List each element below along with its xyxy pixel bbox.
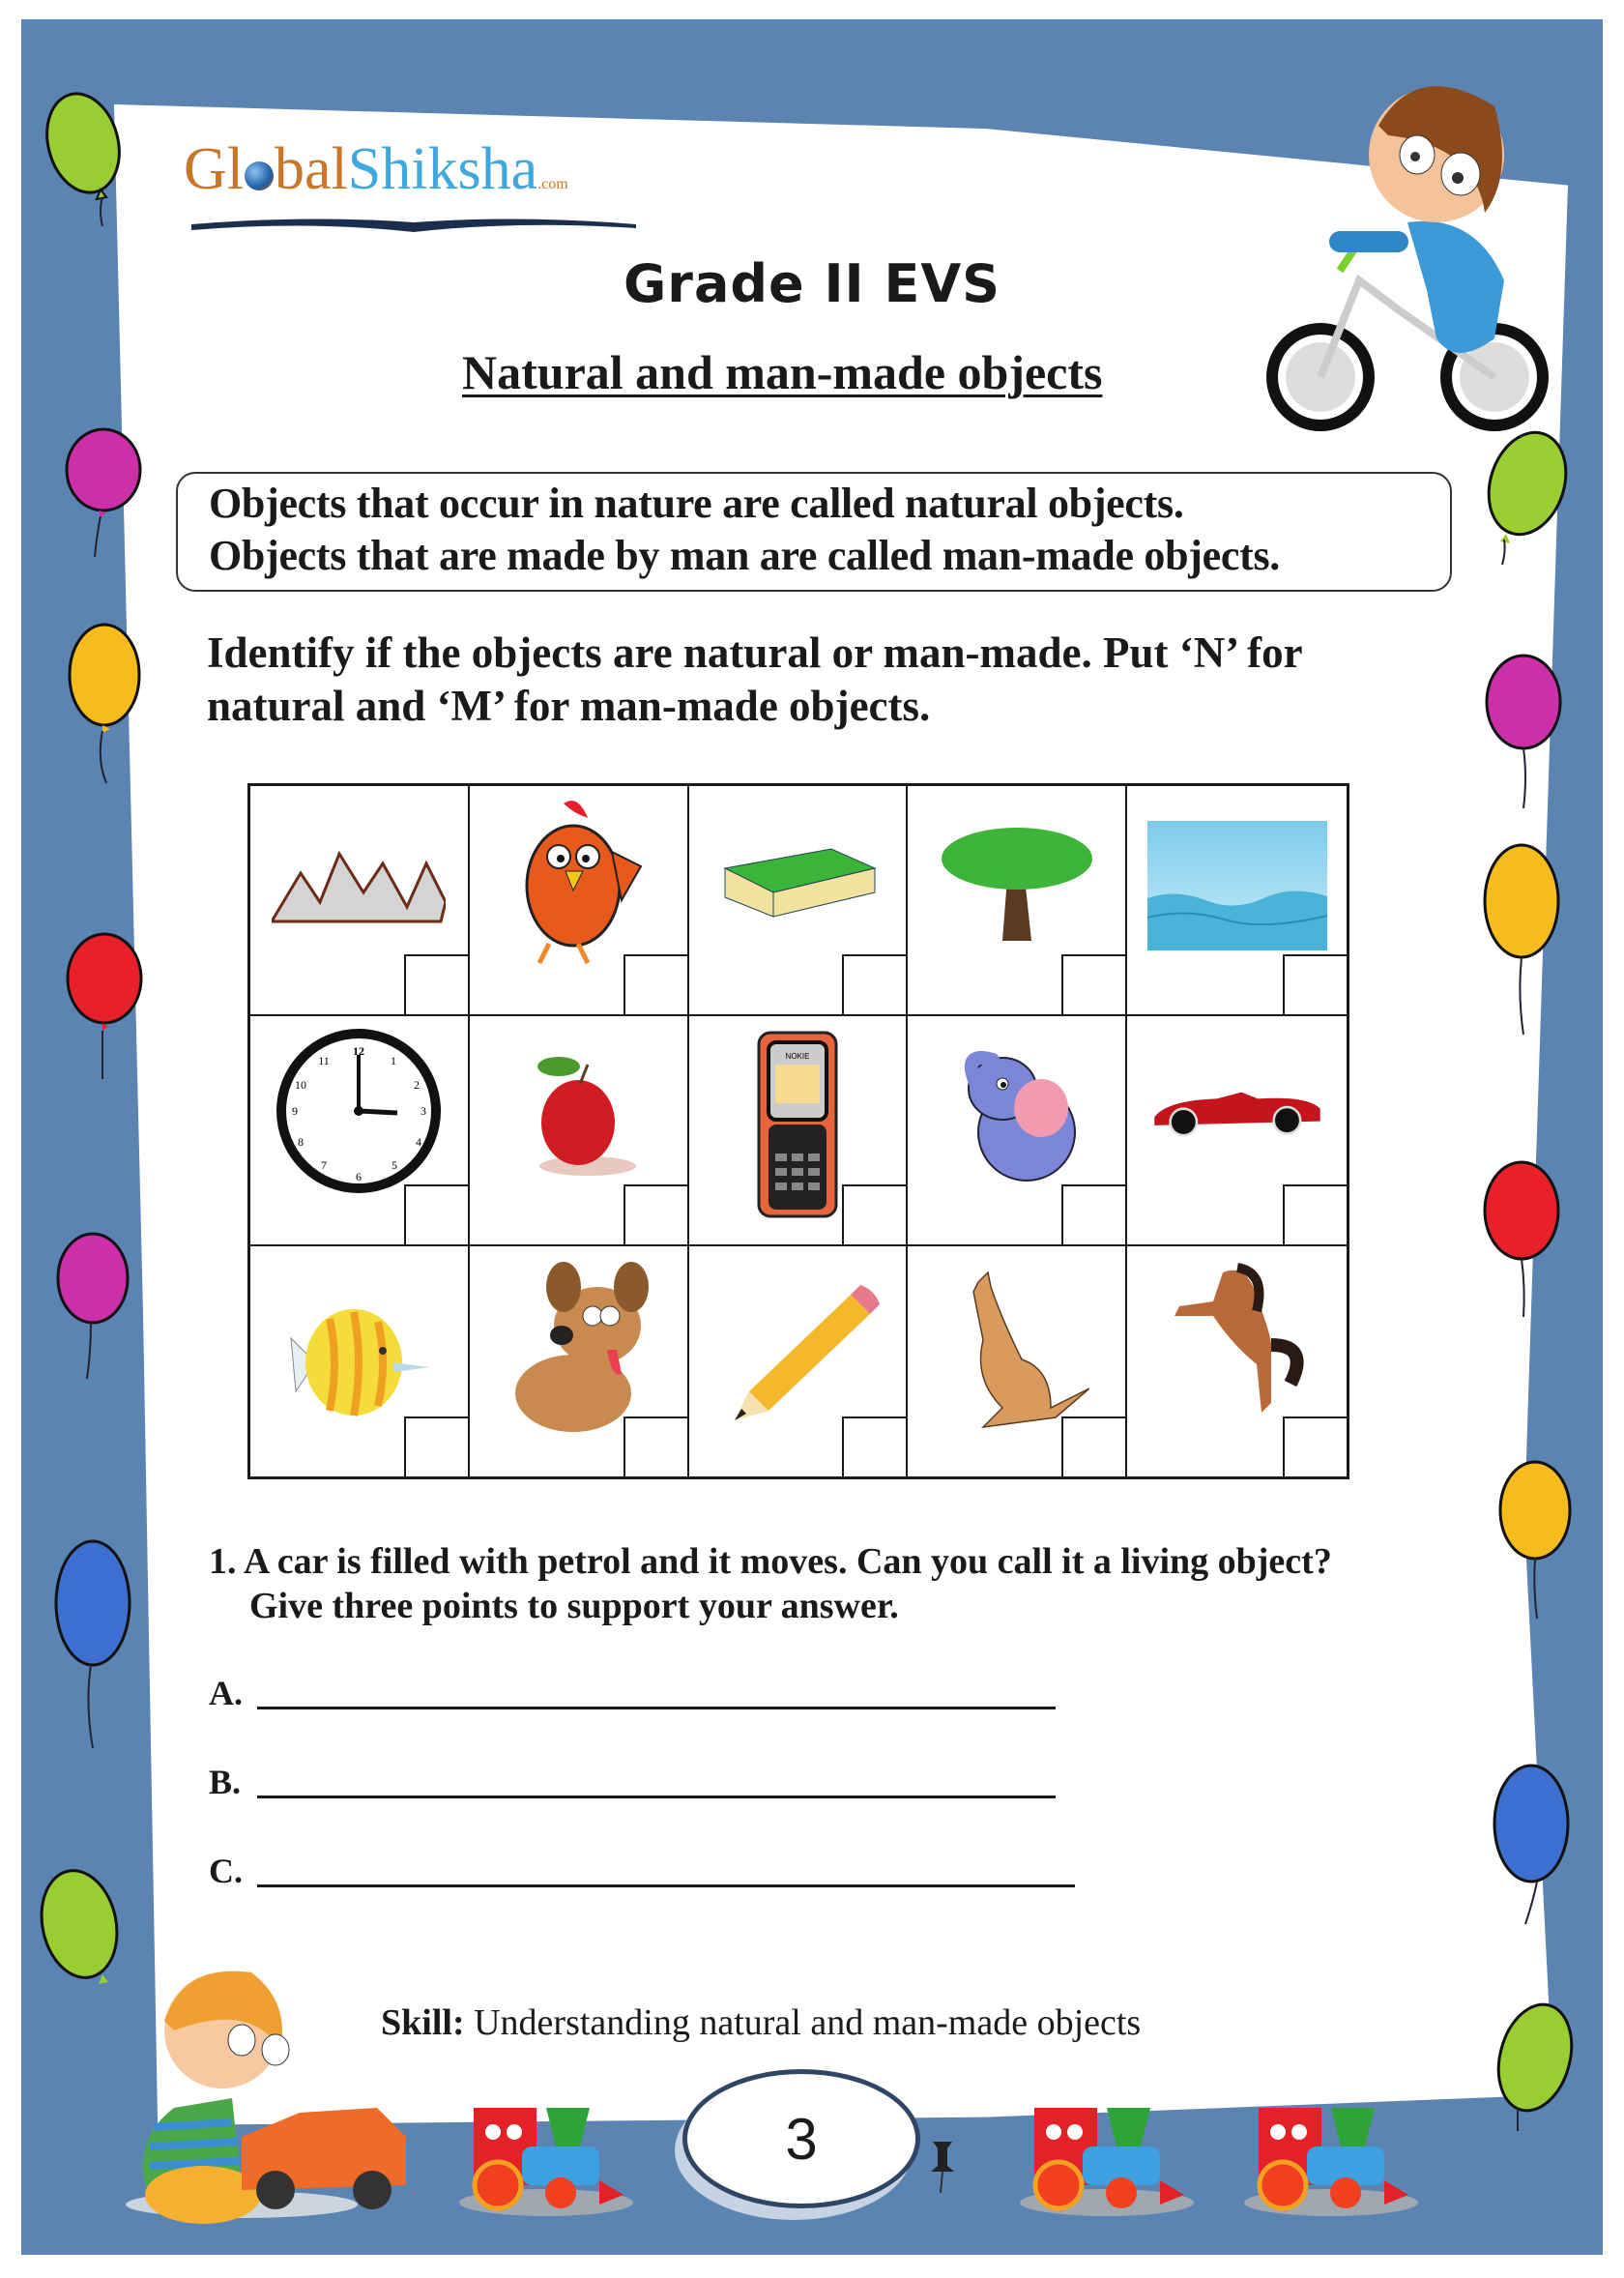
logo-text-bal: bal bbox=[275, 136, 348, 202]
boy-with-toy-car-illustration bbox=[106, 1943, 445, 2234]
answer-input-b[interactable] bbox=[257, 1796, 1056, 1798]
mobile-phone-icon bbox=[754, 1028, 841, 1221]
grid-cell-dog bbox=[470, 1246, 689, 1476]
question-line-1: A car is filled with petrol and it moves. Can you call it a living object? bbox=[243, 1541, 1332, 1582]
answer-box-fish[interactable] bbox=[404, 1416, 468, 1476]
skill-statement bbox=[381, 2001, 1141, 2044]
logo-text-gl: Gl bbox=[184, 136, 244, 202]
grid-cell-sea bbox=[1127, 786, 1347, 1016]
page-subtitle: Natural and man-made objects bbox=[462, 345, 1103, 399]
clock-number-12: 12 bbox=[353, 1044, 365, 1058]
clock-number-11: 11 bbox=[318, 1054, 331, 1067]
answer-line-c[interactable] bbox=[209, 1851, 1075, 1891]
sea-icon bbox=[1147, 821, 1327, 950]
logo-text-shiksha: Shiksha bbox=[347, 136, 538, 202]
clock-number-8: 8 bbox=[298, 1135, 304, 1149]
skill-text: Understanding natural and man-made objects bbox=[464, 2002, 1142, 2043]
green-balloon-icon bbox=[43, 85, 130, 230]
answer-box-horse[interactable] bbox=[1283, 1416, 1347, 1476]
open-book-icon bbox=[191, 211, 636, 232]
toy-train-icon bbox=[1015, 2088, 1199, 2224]
clock-number-4: 4 bbox=[416, 1135, 422, 1149]
answer-box-book[interactable] bbox=[842, 954, 906, 1014]
answer-box-dog[interactable] bbox=[624, 1416, 687, 1476]
magenta-balloon-icon bbox=[50, 1230, 137, 1394]
answer-box-elephant[interactable] bbox=[1061, 1184, 1125, 1244]
horse-icon bbox=[1165, 1258, 1310, 1432]
answer-box-sea[interactable] bbox=[1283, 954, 1347, 1014]
grid-cell-kangaroo bbox=[908, 1246, 1127, 1476]
toy-train-icon bbox=[1239, 2088, 1423, 2224]
clock-number-10: 10 bbox=[295, 1078, 307, 1092]
sports-car-icon bbox=[1150, 1079, 1324, 1147]
yellow-balloon-icon bbox=[1479, 841, 1566, 1054]
grid-cell-car bbox=[1127, 1016, 1347, 1246]
definition-box bbox=[176, 472, 1452, 592]
answer-box-hen[interactable] bbox=[624, 954, 687, 1014]
answer-box-car[interactable] bbox=[1283, 1184, 1347, 1244]
elephant-icon bbox=[949, 1040, 1085, 1185]
yellow-balloon-icon bbox=[62, 619, 149, 812]
answer-box-pencil[interactable] bbox=[842, 1416, 906, 1476]
push-pin-icon bbox=[928, 2137, 957, 2195]
answer-label-a: A. bbox=[209, 1674, 243, 1712]
mountains-icon bbox=[272, 834, 446, 931]
answer-input-c[interactable] bbox=[257, 1884, 1075, 1887]
clock-number-9: 9 bbox=[292, 1104, 299, 1118]
magenta-balloon-icon bbox=[60, 422, 147, 586]
answer-line-a[interactable] bbox=[209, 1673, 1056, 1713]
dog-icon bbox=[496, 1258, 660, 1442]
grid-cell-clock bbox=[250, 1016, 470, 1246]
pencil-icon bbox=[715, 1275, 880, 1430]
grid-cell-mobile-phone bbox=[689, 1016, 909, 1246]
fish-icon bbox=[286, 1295, 431, 1430]
clock-number-7: 7 bbox=[321, 1158, 328, 1172]
boy-on-bicycle-illustration bbox=[1253, 48, 1562, 435]
clock-number-1: 1 bbox=[391, 1054, 397, 1067]
grid-cell-hen bbox=[470, 786, 689, 1016]
answer-box-mobile-phone[interactable] bbox=[842, 1184, 906, 1244]
page-number-bubble bbox=[682, 2069, 920, 2208]
question-1 bbox=[209, 1539, 1465, 1628]
grid-cell-elephant bbox=[908, 1016, 1127, 1246]
grid-cell-horse bbox=[1127, 1246, 1347, 1476]
clock-number-3: 3 bbox=[420, 1104, 427, 1118]
grid-cell-mountains bbox=[250, 786, 470, 1016]
objects-grid bbox=[247, 783, 1349, 1479]
grid-cell-fish bbox=[250, 1246, 470, 1476]
definition-natural: Objects that occur in nature are called natural objects. bbox=[209, 480, 1184, 527]
clock-icon bbox=[274, 1026, 444, 1196]
yellow-balloon-icon bbox=[1493, 1456, 1580, 1630]
toy-train-icon bbox=[454, 2088, 638, 2224]
answer-box-apple[interactable] bbox=[624, 1184, 687, 1244]
answer-label-c: C. bbox=[209, 1852, 243, 1890]
kangaroo-icon bbox=[944, 1263, 1089, 1437]
clock-number-6: 6 bbox=[356, 1170, 362, 1183]
answer-box-tree[interactable] bbox=[1061, 954, 1125, 1014]
globe-icon bbox=[245, 161, 274, 190]
grid-cell-tree bbox=[908, 786, 1127, 1016]
skill-label: Skill: bbox=[381, 2002, 465, 2043]
globalshiksha-logo[interactable] bbox=[184, 135, 648, 232]
question-line-2: Give three points to support your answer. bbox=[249, 1586, 899, 1626]
book-icon bbox=[715, 839, 880, 926]
answer-box-kangaroo[interactable] bbox=[1061, 1416, 1125, 1476]
question-number: 1. bbox=[209, 1541, 237, 1582]
page-title: Grade II EVS bbox=[623, 253, 1001, 314]
tree-icon bbox=[940, 820, 1094, 946]
magenta-balloon-icon bbox=[1481, 650, 1568, 824]
answer-label-b: B. bbox=[209, 1763, 242, 1801]
green-balloon-icon bbox=[1477, 425, 1574, 570]
instruction-text: Identify if the objects are natural or man-made. Put ‘N’ for natural and ‘M’ for man-made objects. bbox=[207, 628, 1302, 730]
answer-box-mountains[interactable] bbox=[404, 954, 468, 1014]
grid-cell-book bbox=[689, 786, 909, 1016]
clock-number-5: 5 bbox=[392, 1158, 398, 1172]
page-number: 3 bbox=[785, 2106, 818, 2172]
answer-input-a[interactable] bbox=[257, 1707, 1056, 1709]
red-balloon-icon bbox=[1479, 1156, 1566, 1330]
definition-man-made: Objects that are made by man are called man-made objects. bbox=[209, 532, 1280, 579]
logo-text-com: .com bbox=[537, 176, 568, 192]
phone-brand: NOKIE bbox=[785, 1052, 810, 1061]
blue-balloon-icon bbox=[1489, 1762, 1576, 1936]
red-balloon-icon bbox=[62, 930, 149, 1095]
grid-cell-pencil bbox=[689, 1246, 909, 1476]
apple-icon bbox=[510, 1045, 646, 1181]
clock-number-2: 2 bbox=[414, 1078, 420, 1092]
green-balloon-icon bbox=[1489, 2000, 1576, 2145]
answer-box-clock[interactable] bbox=[404, 1184, 468, 1244]
grid-cell-apple bbox=[470, 1016, 689, 1246]
blue-balloon-icon bbox=[50, 1535, 137, 1758]
hen-icon bbox=[506, 794, 651, 968]
answer-line-b[interactable] bbox=[209, 1762, 1056, 1802]
